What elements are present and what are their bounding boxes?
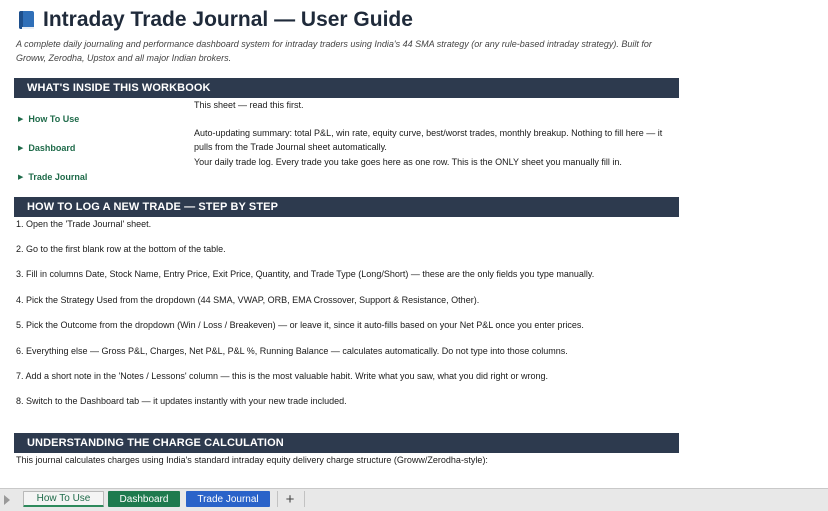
section-header-charges: UNDERSTANDING THE CHARGE CALCULATION <box>14 433 679 453</box>
step-item: 8. Switch to the Dashboard tab — it updates instantly with your new trade included. <box>16 396 347 406</box>
step-item: 2. Go to the first blank row at the bottom of the table. <box>16 244 226 254</box>
tab-dashboard[interactable]: Dashboard <box>108 491 180 507</box>
toc-desc-dashboard: Auto-updating summary: total P&L, win rate, equity curve, best/worst trades, monthly breakup. Nothing to fill here — it pulls from the Trade Journal sheet automatically. <box>194 128 663 152</box>
page-title-text: Intraday Trade Journal — User Guide <box>43 8 413 31</box>
toc-desc-how-to-use: This sheet — read this first. <box>194 100 304 110</box>
page-title <box>17 8 413 32</box>
tab-divider <box>304 491 305 507</box>
tab-trade-journal[interactable]: Trade Journal <box>186 491 270 507</box>
sheet-tab-bar <box>0 488 828 511</box>
toc-link-trade-journal[interactable] <box>18 172 87 182</box>
scroll-tabs-left-icon[interactable] <box>4 495 10 505</box>
step-item: 3. Fill in columns Date, Stock Name, Entry Price, Exit Price, Quantity, and Trade Type (Long/Short) — these are the only fields you type manually. <box>16 269 595 279</box>
triangle-right-icon: ▶ <box>18 145 24 152</box>
tab-how-to-use[interactable]: How To Use <box>23 491 104 507</box>
step-item: 7. Add a short note in the 'Notes / Lessons' column — this is the most valuable habit. Write what you saw, what you did right or wrong. <box>16 371 549 381</box>
toc-link-label: Trade Journal <box>28 172 88 182</box>
triangle-right-icon: ▶ <box>18 116 24 123</box>
triangle-right-icon: ▶ <box>18 174 24 181</box>
step-item: 1. Open the 'Trade Journal' sheet. <box>16 219 152 229</box>
step-item: 5. Pick the Outcome from the dropdown (Win / Loss / Breakeven) — or leave it, since it auto-fills based on your Net P&L once you enter prices. <box>16 320 584 330</box>
toc-link-label: How To Use <box>28 114 80 124</box>
charges-intro: This journal calculates charges using India's standard intraday equity delivery charge structure (Groww/Zerodha-style): <box>16 455 488 465</box>
toc-desc-trade-journal: Your daily trade log. Every trade you take goes here as one row. This is the ONLY sheet you manually fill in. <box>194 157 622 167</box>
step-item: 6. Everything else — Gross P&L, Charges, Net P&L, P&L %, Running Balance — calculates automatically. Do not type into those columns. <box>16 346 568 356</box>
step-item: 4. Pick the Strategy Used from the dropdown (44 SMA, VWAP, ORB, EMA Crossover, Support & Resistance, Other). <box>16 295 480 305</box>
toc-link-dashboard[interactable] <box>18 143 75 153</box>
section-header-howto: HOW TO LOG A NEW TRADE — STEP BY STEP <box>14 197 679 217</box>
section-header-inside: WHAT'S INSIDE THIS WORKBOOK <box>14 78 679 98</box>
tab-divider <box>277 491 278 507</box>
book-icon <box>17 10 37 30</box>
toc-link-how-to-use[interactable] <box>18 114 79 124</box>
add-sheet-button[interactable]: + <box>285 490 295 508</box>
toc-link-label: Dashboard <box>28 143 76 153</box>
page-subtitle: A complete daily journaling and performance dashboard system for intraday traders using India's 44 SMA strategy (or any rule-based intraday strategy). Built for Groww, Zerodha, Upstox and all major Indian brokers. <box>16 39 652 63</box>
